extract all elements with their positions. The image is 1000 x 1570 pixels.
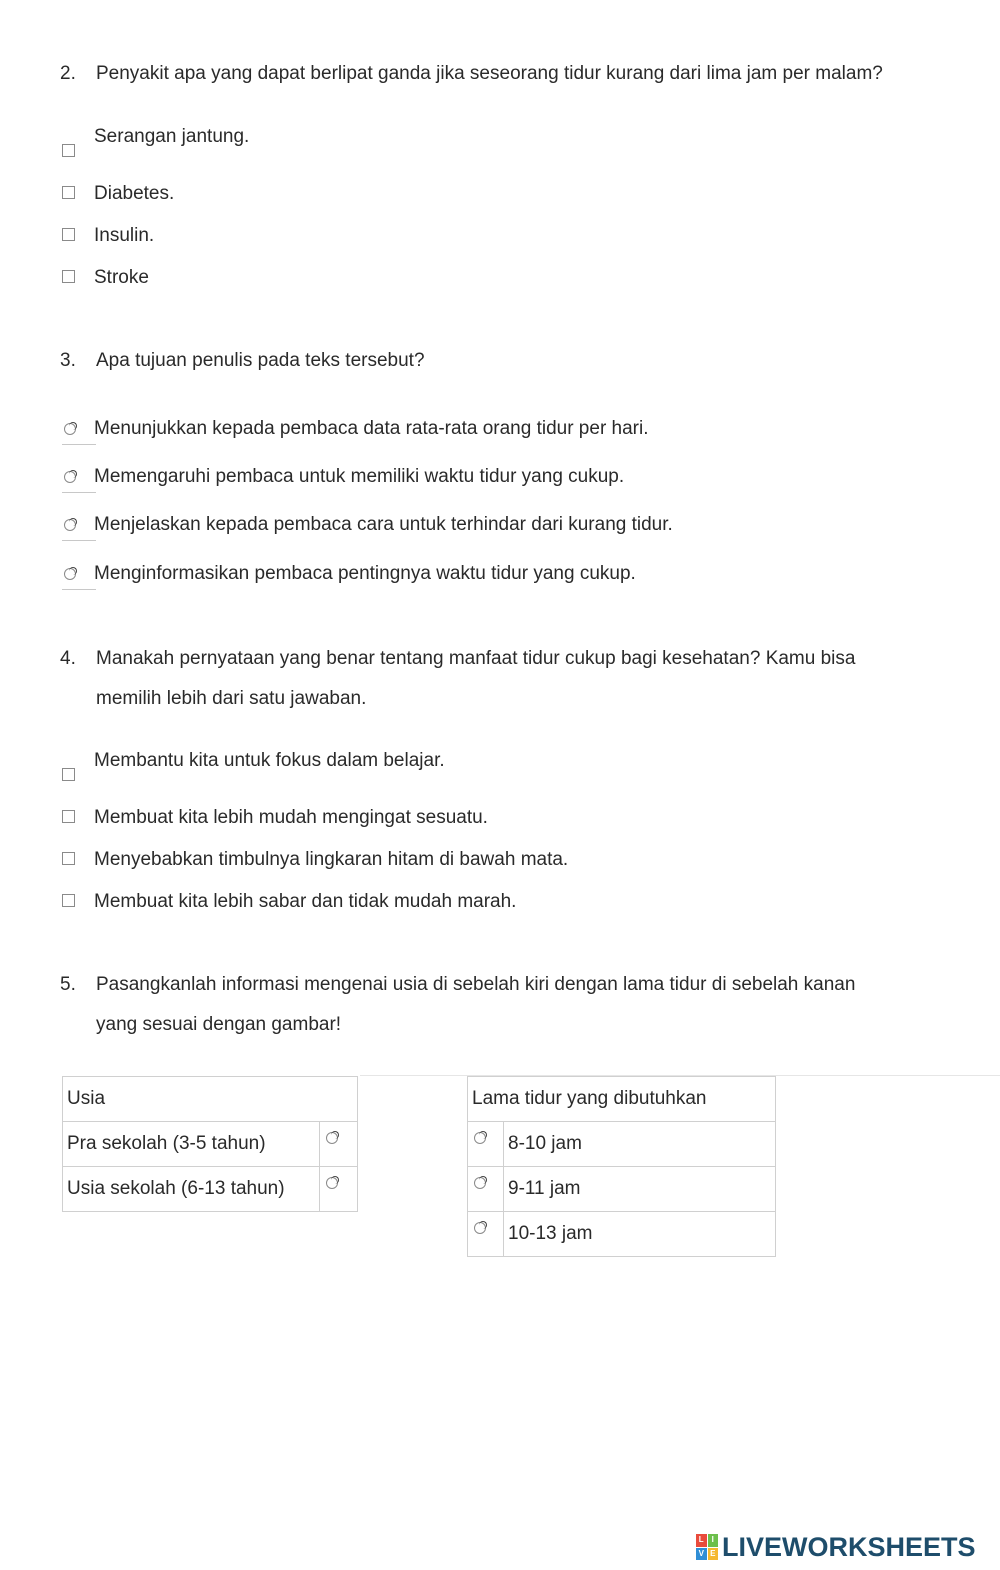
table-header-row bbox=[63, 1077, 358, 1122]
checkbox-icon[interactable] bbox=[62, 270, 75, 283]
option-divider bbox=[62, 589, 96, 590]
logo-mark-letter: I bbox=[708, 1534, 719, 1547]
checkbox-icon[interactable] bbox=[62, 852, 75, 865]
question-number: 2. bbox=[60, 63, 76, 84]
match-cell[interactable] bbox=[468, 1212, 504, 1257]
option-label: Menunjukkan kepada pembaca data rata-rata orang tidur per hari. bbox=[94, 418, 649, 439]
radio-icon[interactable] bbox=[326, 1177, 338, 1189]
checkbox-icon[interactable] bbox=[62, 768, 75, 781]
duration-item: 10-13 jam bbox=[504, 1212, 776, 1257]
question-text: Penyakit apa yang dapat berlipat ganda jika seseorang tidur kurang dari lima jam per malam? bbox=[96, 63, 883, 84]
radio-icon[interactable] bbox=[64, 568, 76, 580]
option-label: Menginformasikan pembaca pentingnya waktu tidur yang cukup. bbox=[94, 563, 636, 584]
age-table bbox=[62, 1076, 358, 1212]
option-label: Serangan jantung. bbox=[94, 126, 250, 147]
table-row bbox=[63, 1122, 358, 1167]
question-number: 3. bbox=[60, 350, 76, 371]
checkbox-icon[interactable] bbox=[62, 894, 75, 907]
table-row bbox=[468, 1122, 776, 1167]
question-text-line-2: memilih lebih dari satu jawaban. bbox=[96, 688, 367, 709]
radio-icon[interactable] bbox=[474, 1222, 486, 1234]
radio-icon[interactable] bbox=[326, 1132, 338, 1144]
sleep-duration-table bbox=[467, 1076, 776, 1257]
duration-item: 8-10 jam bbox=[504, 1122, 776, 1167]
checkbox-icon[interactable] bbox=[62, 186, 75, 199]
question-text-line-2: yang sesuai dengan gambar! bbox=[96, 1014, 342, 1035]
option-divider bbox=[62, 444, 96, 445]
match-cell[interactable] bbox=[468, 1122, 504, 1167]
match-cell[interactable] bbox=[320, 1122, 358, 1167]
question-number: 5. bbox=[60, 974, 76, 995]
age-item: Usia sekolah (6-13 tahun) bbox=[63, 1167, 320, 1212]
age-header: Usia bbox=[63, 1077, 358, 1122]
checkbox-icon[interactable] bbox=[62, 228, 75, 241]
option-label: Membuat kita lebih mudah mengingat sesuatu. bbox=[94, 807, 488, 828]
radio-icon[interactable] bbox=[474, 1177, 486, 1189]
checkbox-icon[interactable] bbox=[62, 144, 75, 157]
radio-icon[interactable] bbox=[64, 423, 76, 435]
question-text: Apa tujuan penulis pada teks tersebut? bbox=[96, 350, 425, 371]
logo-mark-letter: V bbox=[696, 1548, 707, 1561]
question-text-line-1: Manakah pernyataan yang benar tentang manfaat tidur cukup bagi kesehatan? Kamu bisa bbox=[96, 648, 856, 669]
option-label: Stroke bbox=[94, 267, 149, 288]
option-label: Memengaruhi pembaca untuk memiliki waktu tidur yang cukup. bbox=[94, 466, 625, 487]
option-label: Menjelaskan kepada pembaca cara untuk terhindar dari kurang tidur. bbox=[94, 514, 673, 535]
duration-item: 9-11 jam bbox=[504, 1167, 776, 1212]
table-row bbox=[63, 1167, 358, 1212]
age-item: Pra sekolah (3-5 tahun) bbox=[63, 1122, 320, 1167]
table-row bbox=[468, 1167, 776, 1212]
logo-mark-letter: L bbox=[696, 1534, 707, 1547]
duration-header: Lama tidur yang dibutuhkan bbox=[468, 1077, 776, 1122]
option-divider bbox=[62, 540, 96, 541]
question-number: 4. bbox=[60, 648, 76, 669]
match-cell[interactable] bbox=[320, 1167, 358, 1212]
question-text-line-1: Pasangkanlah informasi mengenai usia di sebelah kiri dengan lama tidur di sebelah kanan bbox=[96, 974, 856, 995]
radio-icon[interactable] bbox=[64, 471, 76, 483]
option-label: Membantu kita untuk fokus dalam belajar. bbox=[94, 750, 445, 771]
option-label: Membuat kita lebih sabar dan tidak mudah marah. bbox=[94, 891, 517, 912]
logo-mark-icon bbox=[696, 1534, 718, 1560]
logo-mark-letter: E bbox=[708, 1548, 719, 1561]
table-row bbox=[468, 1212, 776, 1257]
option-label: Diabetes. bbox=[94, 183, 175, 204]
option-label: Insulin. bbox=[94, 225, 155, 246]
table-header-row bbox=[468, 1077, 776, 1122]
radio-icon[interactable] bbox=[474, 1132, 486, 1144]
match-cell[interactable] bbox=[468, 1167, 504, 1212]
option-divider bbox=[62, 492, 96, 493]
liveworksheets-logo bbox=[696, 1530, 976, 1564]
logo-text: LIVEWORKSHEETS bbox=[722, 1531, 976, 1562]
radio-icon[interactable] bbox=[64, 519, 76, 531]
checkbox-icon[interactable] bbox=[62, 810, 75, 823]
option-label: Menyebabkan timbulnya lingkaran hitam di bawah mata. bbox=[94, 849, 569, 870]
